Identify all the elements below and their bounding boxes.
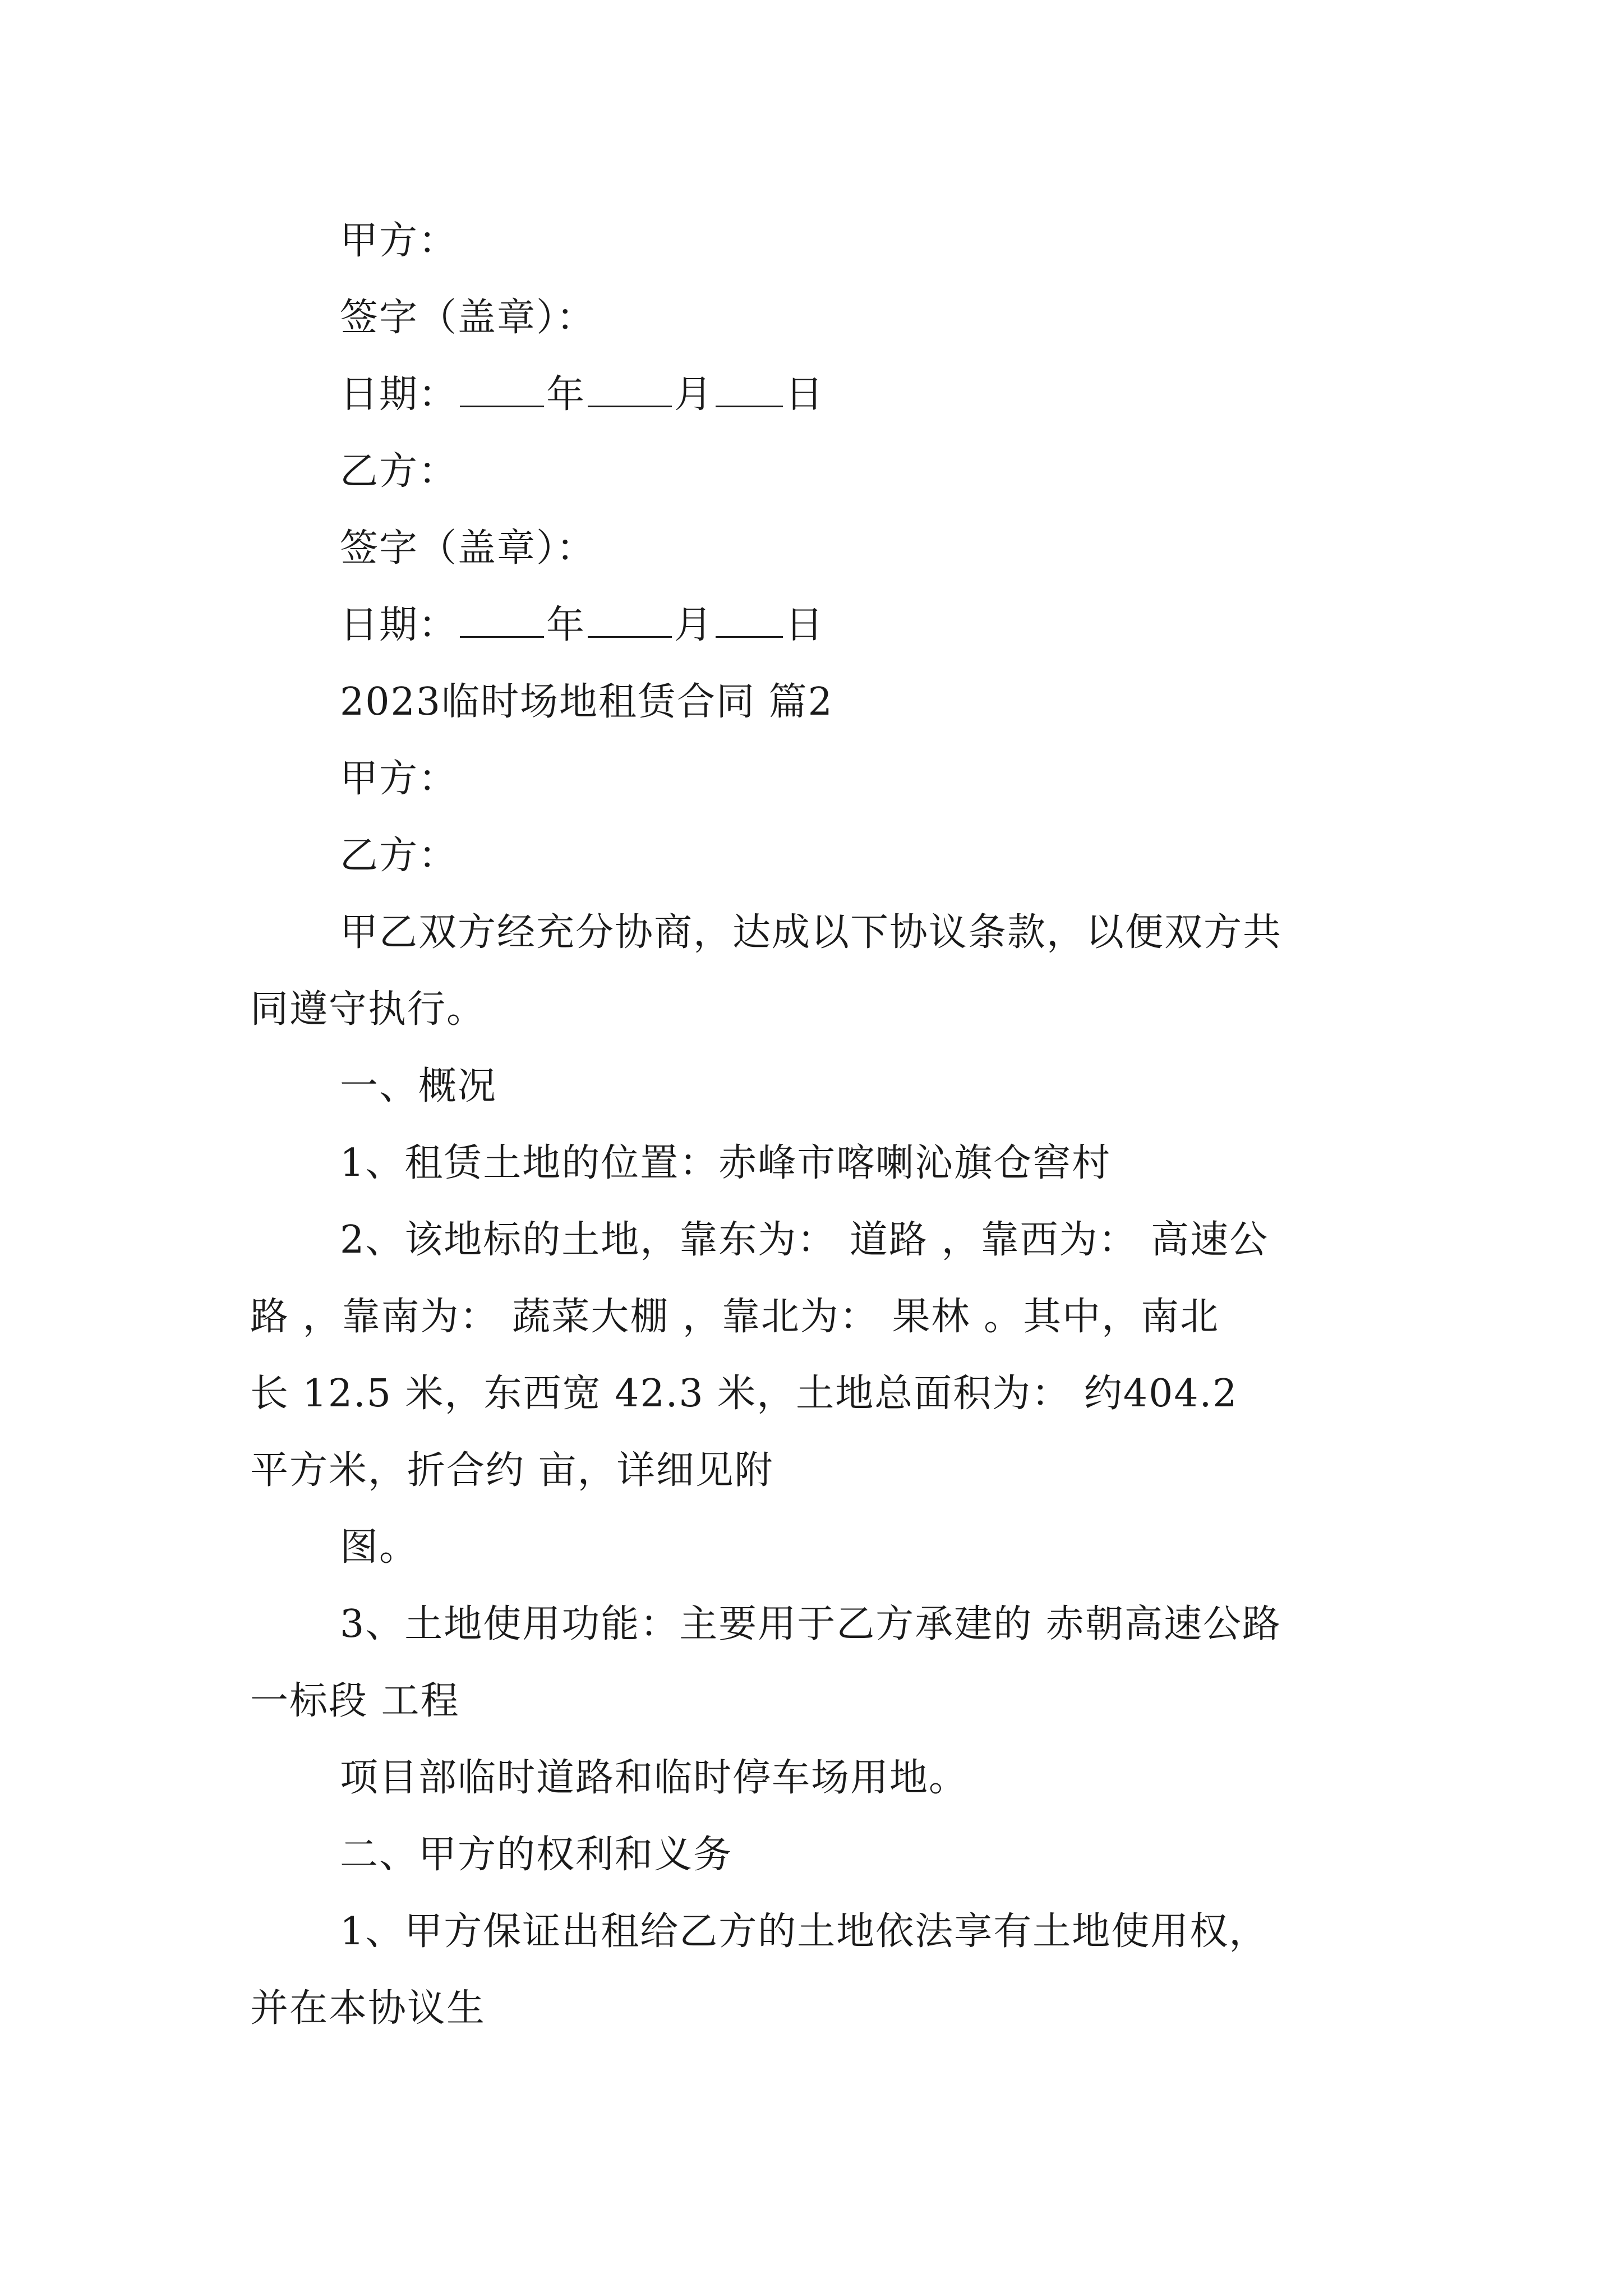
chapter-1-item-1: 1、租赁土地的位置：赤峰市喀喇沁旗仓窖村 [340, 1141, 1112, 1185]
chapter-1-item-2-line-4: 平方米，折合约 亩，详细见附 [250, 1448, 774, 1493]
day-label: 日 [785, 603, 825, 647]
chapter-2-heading: 二、甲方的权利和义务 [340, 1833, 733, 1877]
chapter-1-item-3-line-3: 项目部临时道路和临时停车场用地。 [340, 1756, 969, 1800]
intro-line-1: 甲乙双方经充分协商，达成以下协议条款，以便双方共 [340, 910, 1283, 955]
sign-b-signature: 签字（盖章）： [340, 526, 596, 570]
sign-a-date [340, 372, 824, 417]
chapter-1-heading: 一、概况 [340, 1064, 497, 1108]
month-blank [588, 605, 672, 638]
day-blank [716, 374, 783, 407]
party-a-label: 甲方： [340, 757, 458, 801]
month-label: 月 [674, 372, 714, 417]
year-blank [460, 605, 544, 638]
intro-line-2: 同遵守执行。 [250, 987, 486, 1032]
month-blank [588, 374, 672, 407]
sign-b-party: 乙方： [340, 449, 458, 494]
section-title: 2023临时场地租赁合同 篇2 [340, 680, 833, 724]
date-label: 日期： [340, 603, 458, 647]
chapter-1-item-2-line-3: 长 12.5 米，东西宽 42.3 米，土地总面积为： 约404.2 [250, 1372, 1238, 1416]
year-blank [460, 374, 544, 407]
date-label: 日期： [340, 372, 458, 417]
party-b-label: 乙方： [340, 834, 458, 878]
chapter-2-item-1-line-1: 1、甲方保证出租给乙方的土地依法享有土地使用权， [340, 1910, 1269, 1954]
chapter-2-item-1-line-2: 并在本协议生 [250, 1986, 486, 2031]
sign-b-date [340, 603, 824, 648]
chapter-1-item-3-line-1: 3、土地使用功能：主要用于乙方承建的 赤朝高速公路 [340, 1602, 1281, 1646]
chapter-1-item-2-line-1: 2、该地标的土地，靠东为： 道路 ，靠西为： 高速公 [340, 1218, 1269, 1262]
year-label: 年 [546, 603, 586, 647]
day-blank [716, 605, 783, 638]
sign-a-signature: 签字（盖章）： [340, 296, 596, 340]
day-label: 日 [785, 372, 825, 417]
chapter-1-item-2-line-2: 路 ，靠南为： 蔬菜大棚 ，靠北为： 果林 。其中，南北 [250, 1295, 1220, 1339]
year-label: 年 [546, 372, 586, 417]
chapter-1-item-2-line-5: 图。 [340, 1525, 419, 1570]
sign-a-party: 甲方： [340, 219, 458, 263]
month-label: 月 [674, 603, 714, 647]
chapter-1-item-3-line-2: 一标段 工程 [250, 1679, 460, 1723]
